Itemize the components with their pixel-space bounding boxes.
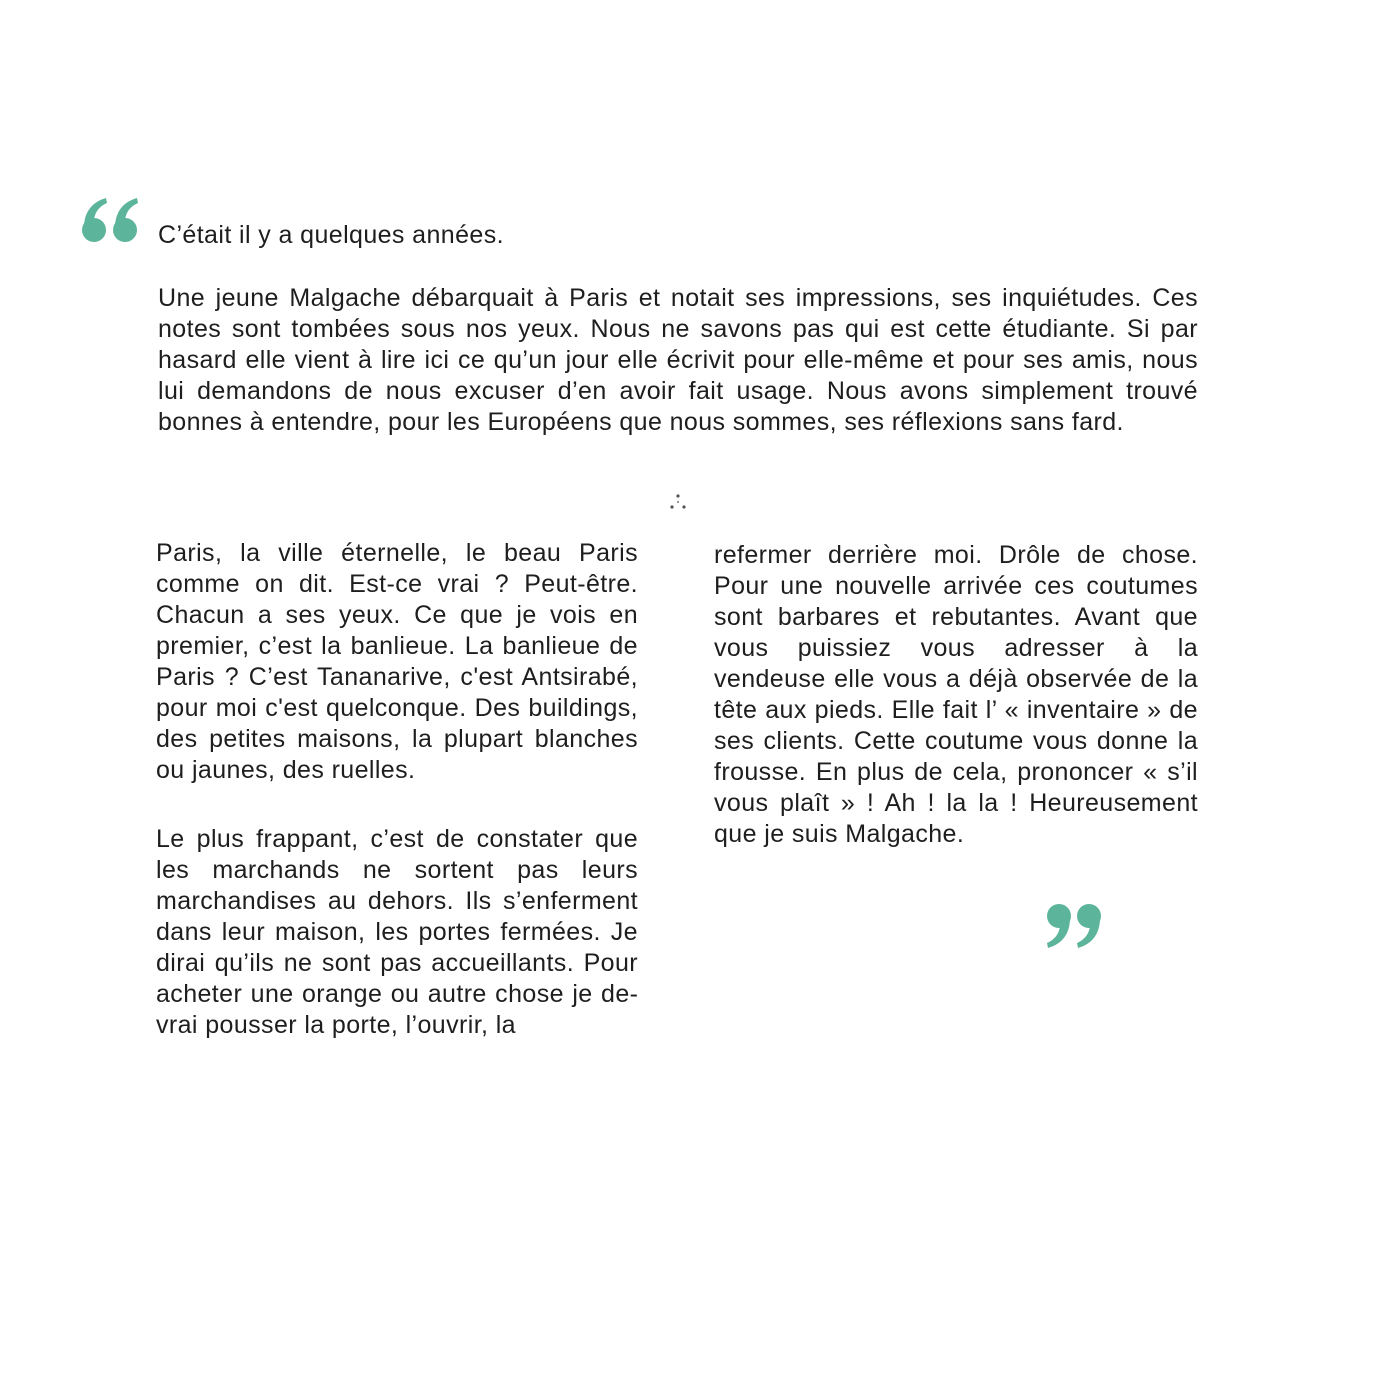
left-paragraph-1: Paris, la ville éternelle, le beau Paris comme on dit. Est-ce vrai ? Peut-être. Chacun a ses yeux. Ce que je vois en premier, c’est la banlieue. La banlieue de Paris ? C’est Tananarive, c'est Antsirabé, pour moi c'est quelconque. Des buildings, des petites maisons, la plupart blanches ou jaunes, des ruelles. (156, 539, 638, 784)
intro-first-line: C’était il y a quelques années. (158, 221, 504, 249)
right-column (714, 540, 1198, 850)
left-paragraph-2: Le plus frappant, c’est de constater que les marchands ne sortent pas leurs marchandises au dehors. Ils s’enferment dans leur maison, les portes fermées. Je dirai qu’ils ne sont pas accueillants. Pour acheter une orange ou autre chose je devrai pousser la porte, l’ouvrir, la (156, 825, 638, 1039)
close-quote-icon (1042, 902, 1104, 954)
right-paragraph-1: refermer derrière moi. Drôle de chose. Pour une nouvelle arrivée ces coutumes sont barbares et rebutantes. Avant que vous puissiez vous adresser à la vendeuse elle vous a déjà observée de la tête aux pieds. Elle fait l’ « inventaire » de ses clients. Cette coutume vous donne la frousse. En plus de cela, prononcer « s’il vous plaît » ! Ah ! la la ! Heureusement que je suis Malgache. (714, 541, 1198, 848)
left-column (156, 538, 638, 1041)
asterism-icon (663, 490, 693, 520)
open-quote-icon (80, 188, 142, 248)
intro-paragraph: Une jeune Malgache débarquait à Paris et notait ses impressions, ses inquiétudes. Ces notes sont tombées sous nos yeux. Nous ne savons pas qui est cette étudiante. Si par hasard elle vient à lire ici ce qu’un jour elle écrivit pour elle-même et pour ses amis, nous lui demandons de nous excuser d’en avoir fait usage. Nous avons simplement trouvé bonnes à entendre, pour les Européens que nous sommes, ses réflexions sans fard. (158, 284, 1198, 436)
